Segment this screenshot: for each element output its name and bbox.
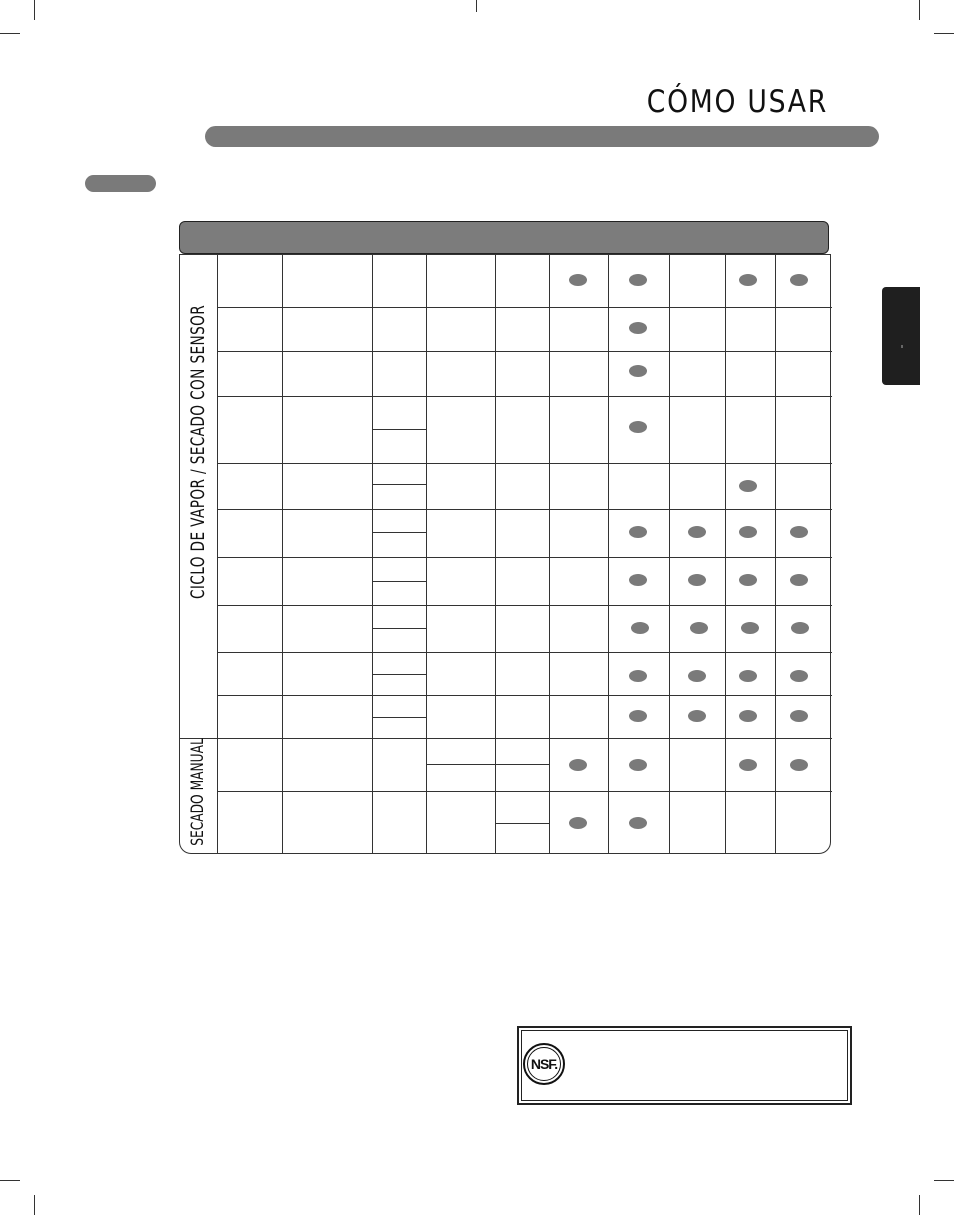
option-dot: [629, 274, 647, 286]
subsection-pill: [85, 175, 156, 192]
table-row-line: [372, 717, 426, 718]
option-dot: [790, 526, 808, 538]
nsf-logo-text: NSF.: [530, 1056, 558, 1072]
table-row-line: [217, 351, 832, 352]
table-col-line: [775, 255, 776, 854]
option-dot: [741, 622, 759, 634]
table-row-line: [217, 791, 832, 792]
cycle-options-table: [179, 254, 831, 854]
crop-mark-bottom-left-v: [34, 1195, 35, 1215]
option-dot: [688, 574, 706, 586]
option-dot: [791, 622, 809, 634]
option-dot: [739, 710, 757, 722]
option-dot: [739, 759, 757, 771]
table-row-line: [372, 674, 426, 675]
crop-mark-top-left-h: [0, 33, 20, 34]
table-col-line: [372, 255, 373, 854]
option-dot: [569, 274, 587, 286]
option-dot: [790, 574, 808, 586]
crop-mark-top-right-h: [934, 33, 954, 34]
option-dot: [688, 526, 706, 538]
option-dot: [739, 480, 757, 492]
crop-mark-top-center: [476, 0, 477, 12]
table-header-bar: [179, 221, 829, 254]
crop-mark-bottom-right-v: [919, 1195, 920, 1215]
table-col-line: [608, 255, 609, 854]
option-dot: [631, 622, 649, 634]
table-row-line: [217, 652, 832, 653]
option-dot: [629, 670, 647, 682]
table-row-line: [217, 695, 832, 696]
table-row-line: [372, 429, 426, 430]
option-dot: [629, 322, 647, 334]
option-dot: [629, 710, 647, 722]
nsf-certification-box: [517, 1026, 852, 1105]
group-label-manual-dry: SECADO MANUAL: [188, 738, 208, 846]
table-row-line: [495, 823, 549, 824]
table-row-line: [372, 484, 426, 485]
table-col-line: [282, 255, 283, 854]
option-dot: [629, 574, 647, 586]
option-dot: [569, 759, 587, 771]
option-dot: [690, 622, 708, 634]
crop-mark-top-left-v: [34, 0, 35, 20]
option-dot: [688, 710, 706, 722]
side-tab-mark: [901, 345, 903, 348]
table-row-line: [217, 605, 832, 606]
chapter-side-tab: [882, 287, 920, 385]
option-dot: [739, 526, 757, 538]
option-dot: [790, 759, 808, 771]
option-dot: [790, 274, 808, 286]
option-dot: [629, 526, 647, 538]
table-row-line: [426, 764, 549, 765]
crop-mark-bottom-left-h: [0, 1180, 20, 1181]
option-dot: [790, 670, 808, 682]
section-title-bar: [205, 126, 879, 147]
option-dot: [629, 759, 647, 771]
option-dot: [688, 670, 706, 682]
table-row-line: [217, 738, 832, 739]
table-col-line: [725, 255, 726, 854]
option-dot: [629, 817, 647, 829]
option-dot: [739, 274, 757, 286]
crop-mark-bottom-right-h: [934, 1180, 954, 1181]
table-row-line: [217, 307, 832, 308]
nsf-logo: [523, 1043, 565, 1085]
table-col-line: [549, 255, 550, 854]
option-dot: [790, 710, 808, 722]
option-dot: [629, 421, 647, 433]
crop-mark-top-right-v: [919, 0, 920, 20]
table-row-line: [372, 581, 426, 582]
table-row-line: [372, 532, 426, 533]
option-dot: [739, 670, 757, 682]
table-row-line: [217, 509, 832, 510]
option-dot: [629, 365, 647, 377]
group-label-steam-sensor: CICLO DE VAPOR / SECADO CON SENSOR: [187, 304, 209, 599]
table-row-line: [372, 628, 426, 629]
table-col-line: [669, 255, 670, 854]
option-dot: [569, 817, 587, 829]
table-row-line: [217, 463, 832, 464]
nsf-box-inner-border: [521, 1030, 848, 1101]
page-title: CÓMO USAR: [646, 84, 828, 120]
table-row-line: [217, 396, 832, 397]
table-col-line: [217, 255, 218, 854]
table-row-line: [217, 557, 832, 558]
option-dot: [739, 574, 757, 586]
